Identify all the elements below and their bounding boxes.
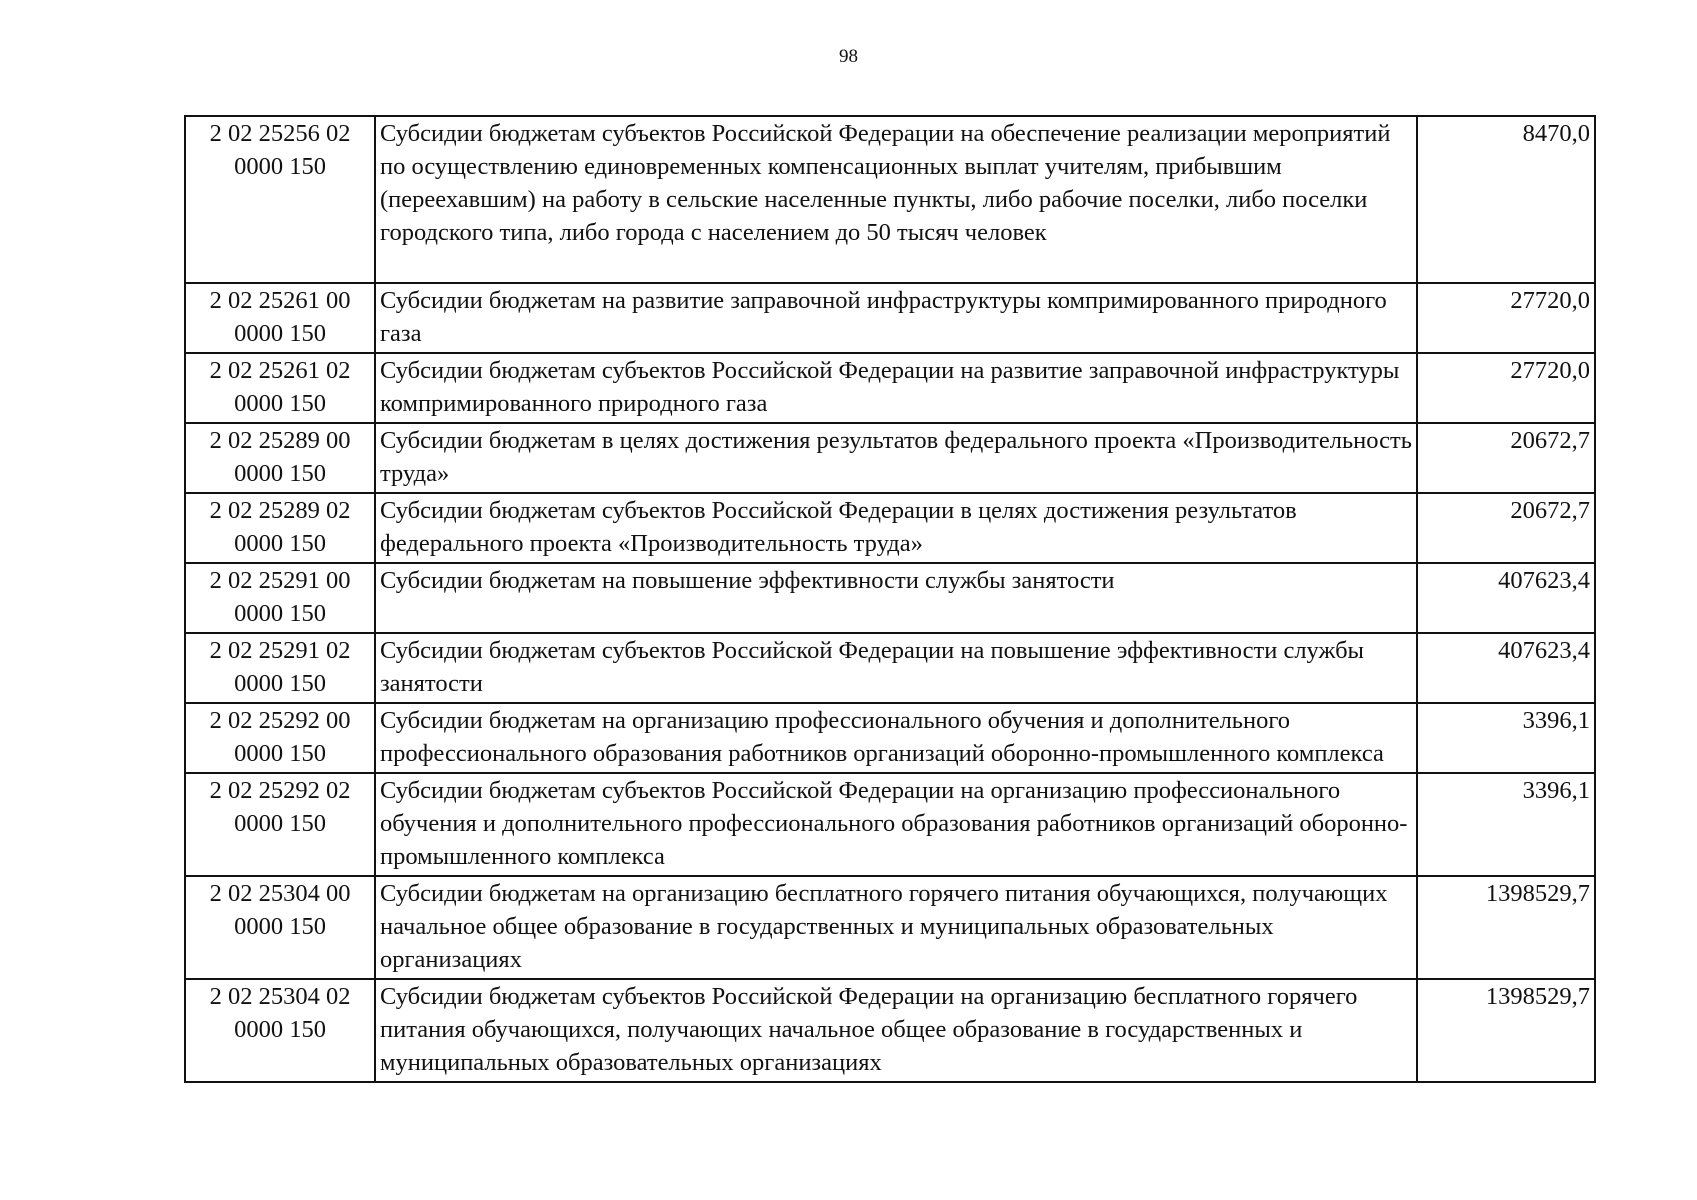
budget-item-name: Субсидии бюджетам субъектов Российской Федерации на развитие заправочной инфраструктуры компримированного природного газа (375, 353, 1417, 423)
budget-item-name: Субсидии бюджетам субъектов Российской Федерации на организацию бесплатного горячего питания обучающихся, получающих начальное общее образование в государственных и муниципальных образовательных организациях (375, 979, 1417, 1082)
table-row (185, 283, 1595, 353)
budget-item-name: Субсидии бюджетам субъектов Российской Федерации на организацию профессионального обучения и дополнительного профессионального образования работников организаций оборонно-промышленного комплекса (375, 773, 1417, 876)
budget-code (185, 283, 375, 353)
budget-amount: 27720,0 (1417, 353, 1595, 423)
budget-item-name: Субсидии бюджетам субъектов Российской Федерации на обеспечение реализации мероприятий по осуществлению единовременных компенсационных выплат учителям, прибывшим (переехавшим) на работу в сельские населенные пункты, либо рабочие поселки, либо поселки городского типа, либо города с населением до 50 тысяч человек (375, 116, 1417, 283)
budget-code-line2: 0000 150 (234, 600, 326, 627)
budget-table (184, 115, 1596, 1083)
budget-code-line2: 0000 150 (234, 460, 326, 487)
budget-code (185, 633, 375, 703)
budget-item-name: Субсидии бюджетам на организацию профессионального обучения и дополнительного профессионального образования работников организаций оборонно-промышленного комплекса (375, 703, 1417, 773)
budget-code-line1: 2 02 25289 00 (209, 427, 351, 454)
table-row (185, 423, 1595, 493)
budget-code-line1: 2 02 25292 00 (209, 707, 351, 734)
budget-code (185, 979, 375, 1082)
table-row (185, 773, 1595, 876)
budget-item-name: Субсидии бюджетам на организацию бесплатного горячего питания обучающихся, получающих начальное общее образование в государственных и муниципальных образовательных организациях (375, 876, 1417, 979)
budget-code-line2: 0000 150 (234, 1016, 326, 1043)
budget-code-line2: 0000 150 (234, 810, 326, 837)
budget-code-line2: 0000 150 (234, 530, 326, 557)
budget-amount: 20672,7 (1417, 423, 1595, 493)
budget-code-line1: 2 02 25261 02 (209, 357, 351, 384)
table-row (185, 563, 1595, 633)
budget-code (185, 876, 375, 979)
budget-code (185, 353, 375, 423)
budget-code-line2: 0000 150 (234, 320, 326, 347)
budget-amount: 1398529,7 (1417, 876, 1595, 979)
budget-amount: 407623,4 (1417, 633, 1595, 703)
budget-code-line2: 0000 150 (234, 390, 326, 417)
budget-code (185, 423, 375, 493)
budget-code-line1: 2 02 25261 00 (209, 287, 351, 314)
budget-item-name: Субсидии бюджетам субъектов Российской Федерации на повышение эффективности службы занятости (375, 633, 1417, 703)
budget-code (185, 493, 375, 563)
table-row (185, 876, 1595, 979)
budget-code-line2: 0000 150 (234, 913, 326, 940)
budget-amount: 3396,1 (1417, 773, 1595, 876)
budget-item-name: Субсидии бюджетам субъектов Российской Федерации в целях достижения результатов федерального проекта «Производительность труда» (375, 493, 1417, 563)
budget-code-line1: 2 02 25256 02 (209, 120, 351, 147)
budget-amount: 1398529,7 (1417, 979, 1595, 1082)
budget-item-name: Субсидии бюджетам на повышение эффективности службы занятости (375, 563, 1417, 633)
table-row (185, 633, 1595, 703)
budget-code-line2: 0000 150 (234, 670, 326, 697)
budget-item-name: Субсидии бюджетам в целях достижения результатов федерального проекта «Производительность труда» (375, 423, 1417, 493)
budget-code (185, 703, 375, 773)
budget-amount: 20672,7 (1417, 493, 1595, 563)
budget-item-name: Субсидии бюджетам на развитие заправочной инфраструктуры компримированного природного газа (375, 283, 1417, 353)
budget-code-line1: 2 02 25304 00 (209, 880, 351, 907)
budget-code (185, 116, 375, 283)
table-row (185, 116, 1595, 283)
budget-code-line1: 2 02 25304 02 (209, 983, 351, 1010)
table-row (185, 353, 1595, 423)
table-row (185, 979, 1595, 1082)
budget-code (185, 563, 375, 633)
budget-amount: 8470,0 (1417, 116, 1595, 283)
budget-code-line1: 2 02 25291 00 (209, 567, 351, 594)
budget-amount: 3396,1 (1417, 703, 1595, 773)
budget-code (185, 773, 375, 876)
budget-amount: 27720,0 (1417, 283, 1595, 353)
budget-code-line1: 2 02 25291 02 (209, 637, 351, 664)
table-row (185, 703, 1595, 773)
table-row (185, 493, 1595, 563)
budget-code-line2: 0000 150 (234, 153, 326, 180)
budget-amount: 407623,4 (1417, 563, 1595, 633)
budget-code-line1: 2 02 25292 02 (209, 777, 351, 804)
budget-code-line2: 0000 150 (234, 740, 326, 767)
budget-code-line1: 2 02 25289 02 (209, 497, 351, 524)
page-number: 98 (839, 46, 858, 67)
